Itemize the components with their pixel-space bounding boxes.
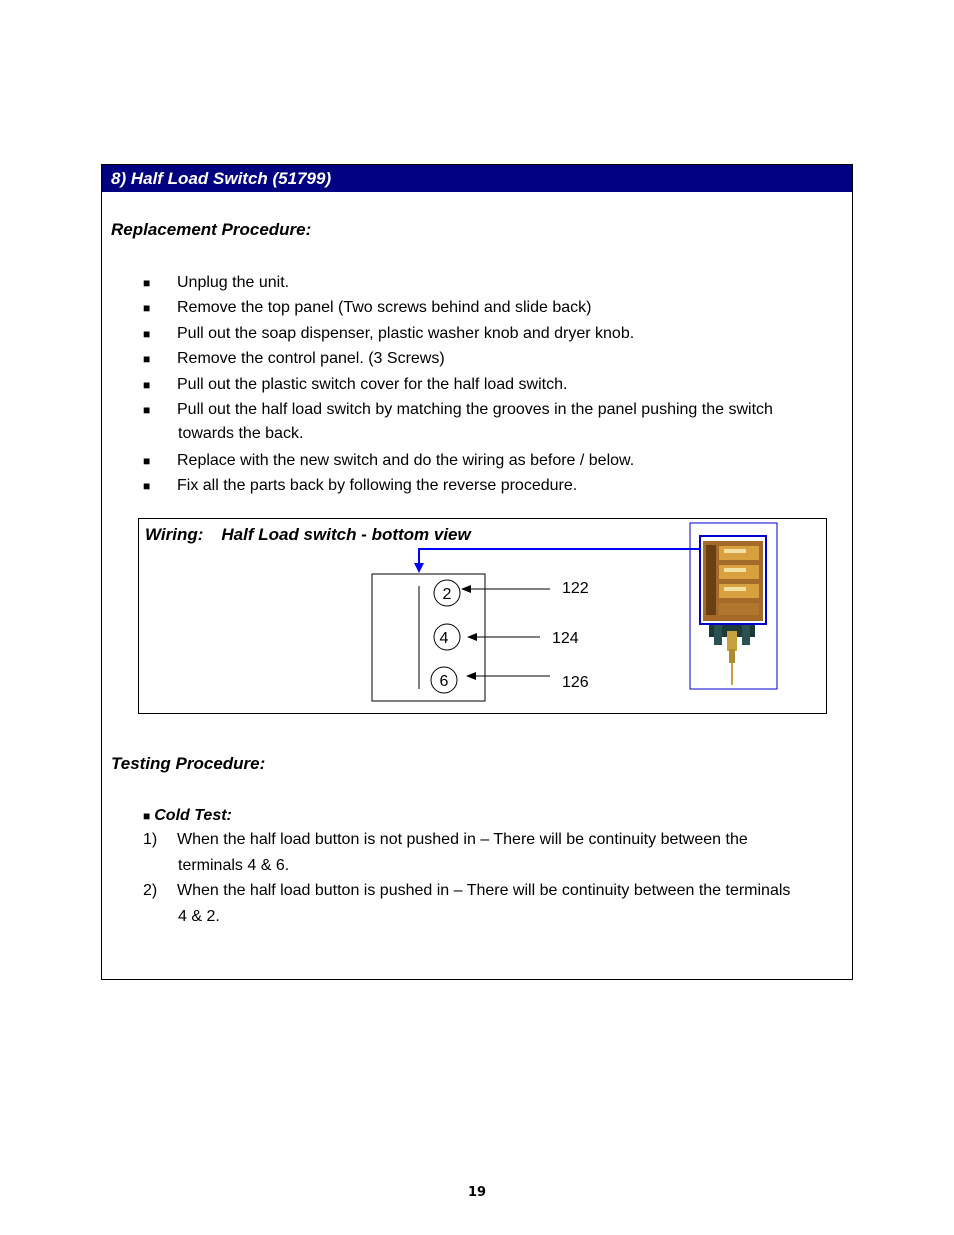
wire-122-label: 122 (562, 580, 589, 597)
wiring-diagram (139, 519, 826, 713)
callout-arrow-icon (414, 563, 424, 573)
replacement-heading: Replacement Procedure: (111, 220, 312, 239)
arrow-head-icon (461, 585, 471, 593)
bullet-icon: ■ (143, 327, 151, 341)
wire-124-label: 124 (552, 630, 579, 647)
bullet-icon: ■ (143, 378, 151, 392)
testing-heading: Testing Procedure: (111, 754, 266, 773)
arrow-head-icon (467, 633, 477, 641)
bullet-icon: ■ (143, 301, 151, 315)
switch-photo-icon (703, 541, 763, 685)
test-item: 2) When the half load button is pushed in – There will be continuity between the terminals 4 & 2. (143, 882, 791, 925)
test-item: 1) When the half load button is not pushed in – There will be continuity between the terminals 4 & 6. (143, 831, 748, 874)
callout-line (419, 549, 700, 566)
wiring-diagram-box (138, 518, 827, 714)
bullet-icon: ■ (143, 352, 151, 366)
bullet-icon: ■ (143, 479, 151, 493)
arrow-head-icon (466, 672, 476, 680)
section-header: 8) Half Load Switch (51799) (102, 165, 852, 192)
terminal-2-label: 2 (442, 586, 452, 603)
bullet-icon: ■ (143, 403, 151, 417)
bullet-icon: ■ (143, 276, 151, 290)
terminal-4-label: 4 (439, 630, 449, 647)
wiring-caption: Half Load switch - bottom view (221, 525, 471, 544)
bullet-icon: ■ (143, 809, 151, 823)
terminal-6-label: 6 (439, 673, 449, 690)
bullet-icon: ■ (143, 454, 151, 468)
wiring-label: Wiring: (145, 525, 204, 544)
cold-test-heading: ■ Cold Test: (143, 807, 232, 824)
wire-126-label: 126 (562, 674, 589, 691)
section-box: 8) Half Load Switch (51799) Replacement Procedure: ■ Unplug the unit. ■ Remove the top panel (Two screws behind and slide back) ■ Pull out the soap dispenser, plastic washer knob and dryer knob. ■ Remove the control panel. (3 Screws) ■ Pull out the plastic switch cover for the half load switch. ■ Pull out the half load switch by matching the grooves in the panel pushing the switch towards the back. ■ Replace with the new switch and do the wiring as before / below. ■ Fix all the parts back by following the reverse procedure. Wiring: Half Load switch - bottom view 2 4 6 122 124 126 Testing Procedure: ■ Cold Test: 1) When the half load button is not pushed in – There will be continuity between the terminals 4 & 6. 2) When the half load button is pushed in – There will be continuity between the terminals 4 & 2. (101, 164, 853, 980)
page-number: 19 (467, 1185, 487, 1200)
switch-body-outline (372, 574, 485, 701)
